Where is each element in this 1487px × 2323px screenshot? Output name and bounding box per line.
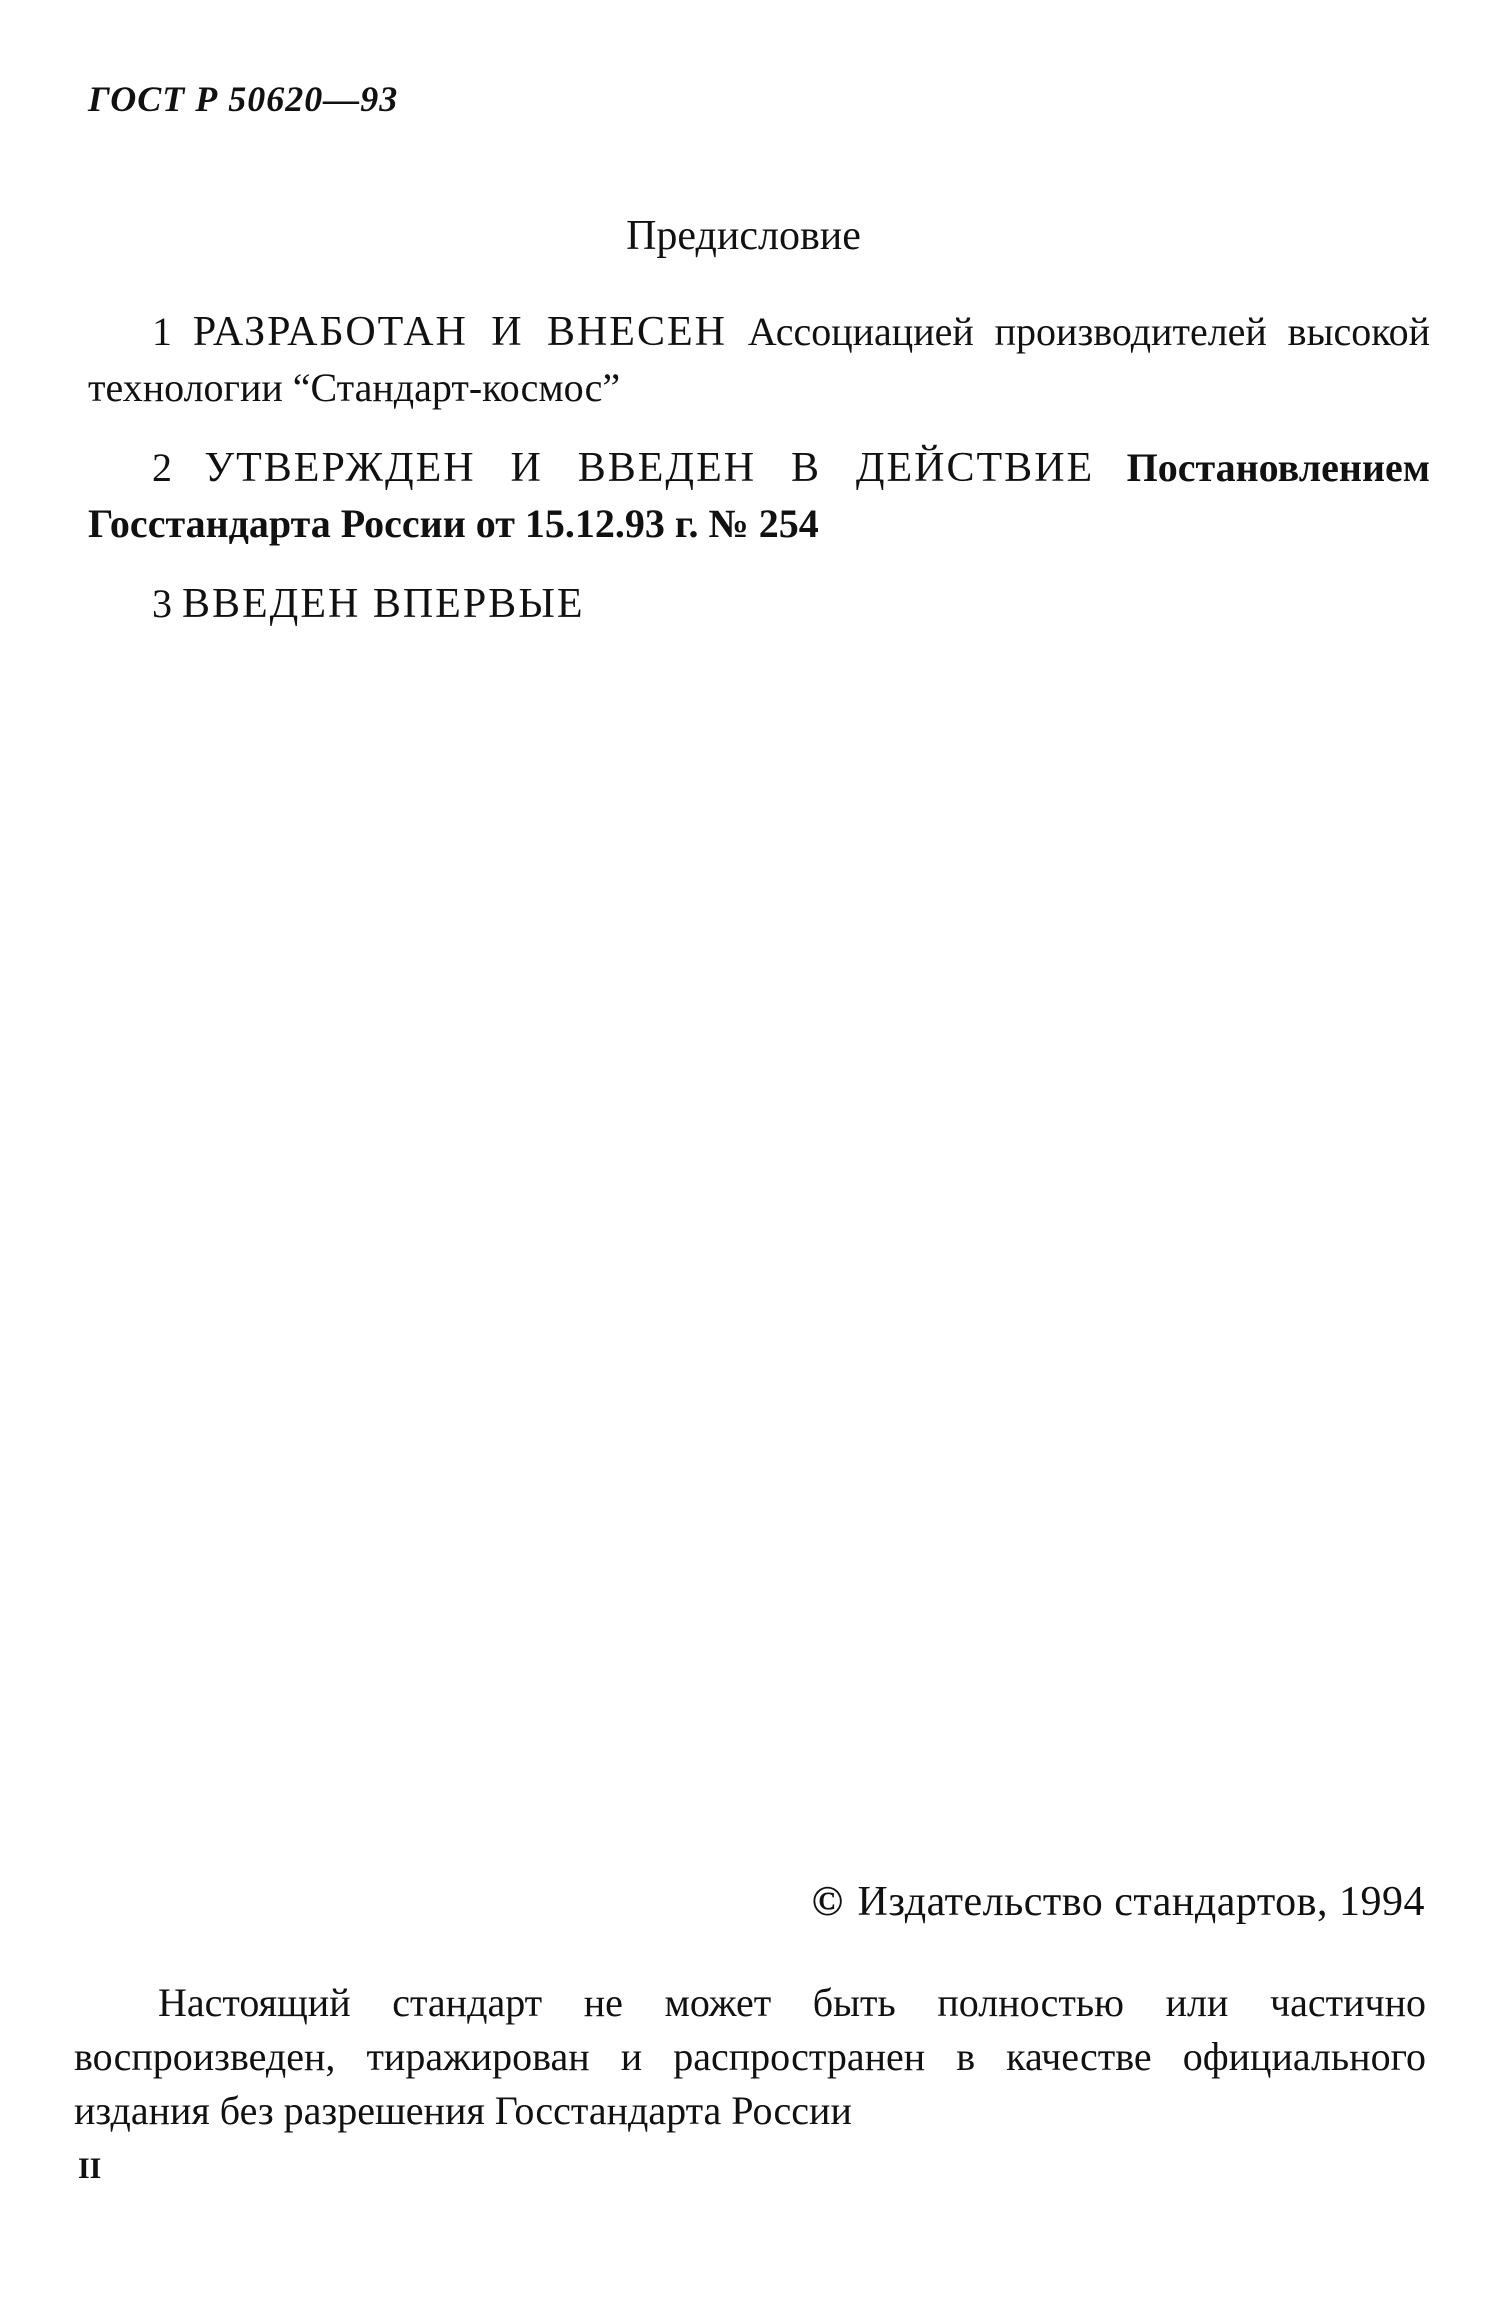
- foreword-title: Предисловие: [626, 213, 861, 259]
- page-number: II: [78, 2152, 102, 2185]
- item-heading: ВВЕДЕН ВПЕРВЫЕ: [182, 581, 585, 627]
- item-text: Постановлением Госстандарта России от 15.12.93 г. № 254: [88, 445, 1431, 546]
- foreword-item-1: [88, 304, 1430, 416]
- copyright-icon: ©: [811, 1879, 844, 1925]
- document-code: ГОСТ Р 50620—93: [88, 79, 399, 119]
- foreword-item-2: [88, 440, 1430, 552]
- item-text: Ассоциацией производителей высокой технологии “Стандарт-космос”: [88, 309, 1431, 410]
- copyright-text: Издательство стандартов, 1994: [857, 1879, 1425, 1925]
- copyright-line: [812, 1878, 1425, 1926]
- item-heading: УТВЕРЖДЕН И ВВЕДЕН В ДЕЙСТВИЕ: [204, 445, 1095, 491]
- item-number: 2: [152, 445, 172, 490]
- item-number: 1: [152, 309, 172, 354]
- reproduction-notice: Настоящий стандарт не может быть полностью или частично воспроизведен, тиражирован и распространен в качестве официального издания без разрешения Госстандарта России: [74, 1980, 1426, 2133]
- item-heading: РАЗРАБОТАН И ВНЕСЕН: [192, 309, 727, 355]
- foreword-item-3: [88, 576, 1430, 632]
- item-number: 3: [152, 581, 172, 626]
